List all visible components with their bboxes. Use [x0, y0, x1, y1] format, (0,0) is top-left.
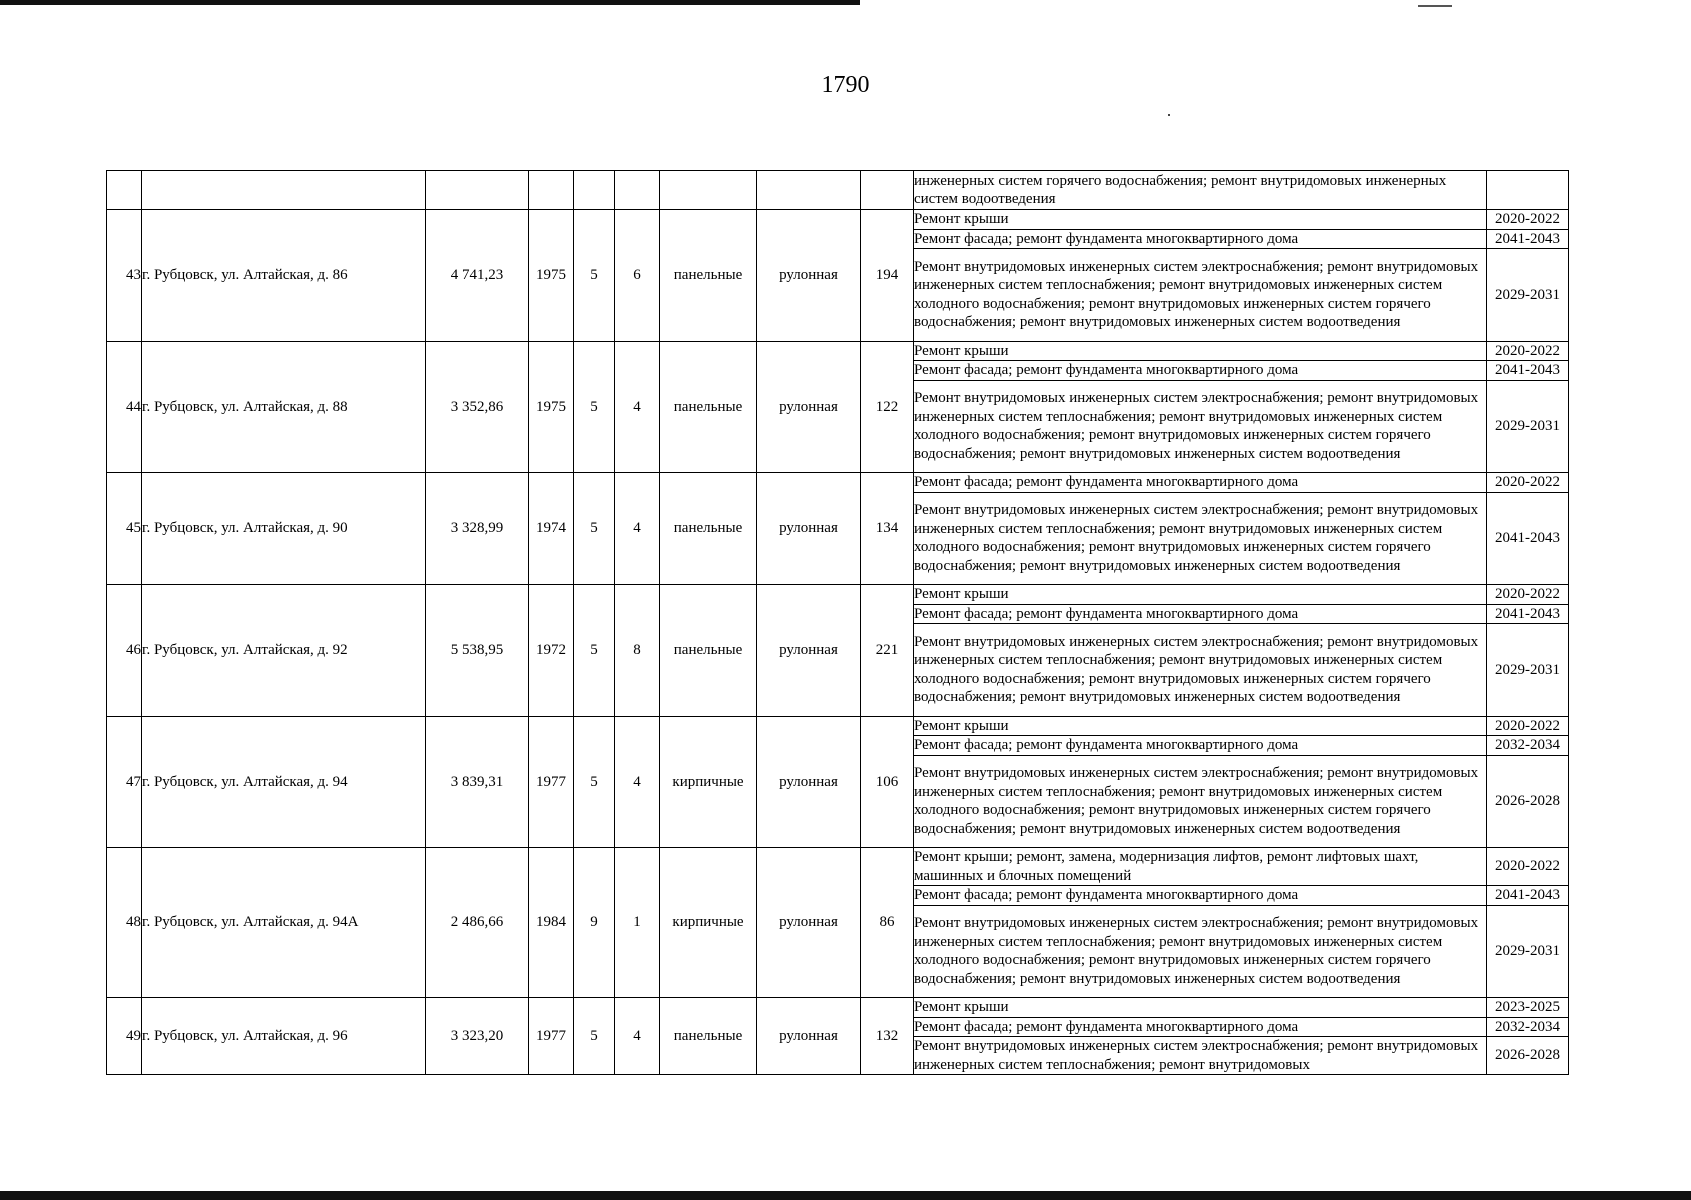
- cell-year: 1977: [529, 716, 574, 848]
- table-row: [107, 585, 1569, 605]
- cell-number: 49: [107, 998, 142, 1075]
- cell-residents: 106: [861, 716, 914, 848]
- cell-work-type: Ремонт внутридомовых инженерных систем электроснабжения; ремонт внутридомовых инженерных систем теплоснабжения; ремонт внутридомовых инженерных систем холодного водоснабжения; ремонт внутридомовых инженерных систем горячего водоснабжения; ремонт внутридомовых инженерных систем водоотведения: [914, 624, 1487, 717]
- cell-number: 45: [107, 473, 142, 585]
- cell-residents: 134: [861, 473, 914, 585]
- cell-roof: [757, 171, 861, 210]
- cell-roof: рулонная: [757, 585, 861, 717]
- cell-work-type: Ремонт внутридомовых инженерных систем электроснабжения; ремонт внутридомовых инженерных систем теплоснабжения; ремонт внутридомовых инженерных систем холодного водоснабжения; ремонт внутридомовых инженерных систем горячего водоснабжения; ремонт внутридомовых инженерных систем водоотведения: [914, 905, 1487, 998]
- cell-entrances: 4: [615, 473, 660, 585]
- cell-residents: 194: [861, 210, 914, 342]
- cell-entrances: 6: [615, 210, 660, 342]
- cell-address: [142, 171, 426, 210]
- cell-floors: 5: [574, 716, 615, 848]
- cell-work-type: Ремонт крыши: [914, 341, 1487, 361]
- cell-area: 3 328,99: [426, 473, 529, 585]
- cell-period: 2020-2022: [1487, 341, 1569, 361]
- cell-work-type: Ремонт крыши: [914, 716, 1487, 736]
- housing-registry-table: [106, 170, 1569, 1075]
- cell-walls: [660, 171, 757, 210]
- cell-work-type: Ремонт фасада; ремонт фундамента многоквартирного дома: [914, 886, 1487, 906]
- cell-roof: рулонная: [757, 473, 861, 585]
- cell-year: 1975: [529, 341, 574, 473]
- cell-year: 1972: [529, 585, 574, 717]
- table-row: [107, 998, 1569, 1018]
- table-body: [107, 171, 1569, 1075]
- cell-walls: кирпичные: [660, 716, 757, 848]
- cell-year: 1974: [529, 473, 574, 585]
- cell-area: 4 741,23: [426, 210, 529, 342]
- cell-period: 2020-2022: [1487, 210, 1569, 230]
- cell-area: 3 839,31: [426, 716, 529, 848]
- cell-work-type: Ремонт фасада; ремонт фундамента многоквартирного дома: [914, 473, 1487, 493]
- cell-work-type: Ремонт крыши; ремонт, замена, модернизация лифтов, ремонт лифтовых шахт, машинных и блочных помещений: [914, 848, 1487, 886]
- cell-period: 2041-2043: [1487, 604, 1569, 624]
- cell-roof: рулонная: [757, 341, 861, 473]
- cell-period: 2029-2031: [1487, 249, 1569, 342]
- cell-area: 3 352,86: [426, 341, 529, 473]
- cell-residents: 221: [861, 585, 914, 717]
- cell-area: 5 538,95: [426, 585, 529, 717]
- cell-period: 2029-2031: [1487, 624, 1569, 717]
- cell-roof: рулонная: [757, 998, 861, 1075]
- cell-floors: 5: [574, 998, 615, 1075]
- cell-area: [426, 171, 529, 210]
- cell-roof: рулонная: [757, 716, 861, 848]
- cell-walls: панельные: [660, 473, 757, 585]
- cell-year: 1975: [529, 210, 574, 342]
- cell-residents: 86: [861, 848, 914, 998]
- continuation-row: [107, 171, 1569, 210]
- cell-entrances: 1: [615, 848, 660, 998]
- scan-top-edge: [0, 0, 860, 5]
- scan-speck: [1168, 114, 1170, 116]
- table-row: [107, 848, 1569, 886]
- cell-address: г. Рубцовск, ул. Алтайская, д. 88: [142, 341, 426, 473]
- cell-residents: 132: [861, 998, 914, 1075]
- cell-period: 2041-2043: [1487, 229, 1569, 249]
- cell-walls: панельные: [660, 210, 757, 342]
- cell-work-type: Ремонт внутридомовых инженерных систем электроснабжения; ремонт внутридомовых инженерных систем теплоснабжения; ремонт внутридомовых: [914, 1037, 1487, 1075]
- table-row: [107, 716, 1569, 736]
- cell-address: г. Рубцовск, ул. Алтайская, д. 86: [142, 210, 426, 342]
- table-row: [107, 341, 1569, 361]
- page-number: 1790: [821, 72, 870, 98]
- cell-work-type: Ремонт крыши: [914, 585, 1487, 605]
- cell-number: 47: [107, 716, 142, 848]
- cell-period: 2029-2031: [1487, 380, 1569, 473]
- cell-floors: 5: [574, 585, 615, 717]
- cell-work-type: Ремонт фасада; ремонт фундамента многоквартирного дома: [914, 736, 1487, 756]
- cell-number: [107, 171, 142, 210]
- cell-number: 44: [107, 341, 142, 473]
- cell-period: 2041-2043: [1487, 361, 1569, 381]
- cell-number: 43: [107, 210, 142, 342]
- cell-floors: 5: [574, 210, 615, 342]
- cell-floors: 9: [574, 848, 615, 998]
- cell-period: 2023-2025: [1487, 998, 1569, 1018]
- cell-work-type: Ремонт крыши: [914, 998, 1487, 1018]
- cell-period: 2020-2022: [1487, 585, 1569, 605]
- cell-residents: [861, 171, 914, 210]
- cell-period: 2026-2028: [1487, 755, 1569, 848]
- cell-period: 2029-2031: [1487, 905, 1569, 998]
- cell-roof: рулонная: [757, 848, 861, 998]
- cell-year: 1977: [529, 998, 574, 1075]
- cell-walls: панельные: [660, 341, 757, 473]
- cell-floors: 5: [574, 473, 615, 585]
- scan-mark: [1418, 5, 1452, 7]
- cell-address: г. Рубцовск, ул. Алтайская, д. 94: [142, 716, 426, 848]
- cell-work-type: Ремонт фасада; ремонт фундамента многоквартирного дома: [914, 361, 1487, 381]
- cell-work-type: Ремонт фасада; ремонт фундамента многоквартирного дома: [914, 1017, 1487, 1037]
- cell-floors: 5: [574, 341, 615, 473]
- cell-work-type: Ремонт внутридомовых инженерных систем электроснабжения; ремонт внутридомовых инженерных систем теплоснабжения; ремонт внутридомовых инженерных систем холодного водоснабжения; ремонт внутридомовых инженерных систем горячего водоснабжения; ремонт внутридомовых инженерных систем водоотведения: [914, 755, 1487, 848]
- cell-work-type: Ремонт крыши: [914, 210, 1487, 230]
- cell-entrances: 4: [615, 341, 660, 473]
- cell-number: 48: [107, 848, 142, 998]
- table-row: [107, 210, 1569, 230]
- cell-work-continuation: инженерных систем горячего водоснабжения; ремонт внутридомовых инженерных систем водоотведения: [914, 171, 1487, 210]
- cell-address: г. Рубцовск, ул. Алтайская, д. 92: [142, 585, 426, 717]
- cell-residents: 122: [861, 341, 914, 473]
- scan-bottom-edge: [0, 1191, 1691, 1200]
- cell-work-type: Ремонт внутридомовых инженерных систем электроснабжения; ремонт внутридомовых инженерных систем теплоснабжения; ремонт внутридомовых инженерных систем холодного водоснабжения; ремонт внутридомовых инженерных систем горячего водоснабжения; ремонт внутридомовых инженерных систем водоотведения: [914, 249, 1487, 342]
- cell-walls: панельные: [660, 998, 757, 1075]
- cell-entrances: 4: [615, 998, 660, 1075]
- cell-period: 2032-2034: [1487, 1017, 1569, 1037]
- cell-period: 2020-2022: [1487, 848, 1569, 886]
- cell-year: 1984: [529, 848, 574, 998]
- cell-address: г. Рубцовск, ул. Алтайская, д. 90: [142, 473, 426, 585]
- cell-entrances: 8: [615, 585, 660, 717]
- cell-period: 2026-2028: [1487, 1037, 1569, 1075]
- cell-area: 3 323,20: [426, 998, 529, 1075]
- cell-roof: рулонная: [757, 210, 861, 342]
- cell-entrances: [615, 171, 660, 210]
- cell-period: 2020-2022: [1487, 716, 1569, 736]
- cell-period: 2041-2043: [1487, 886, 1569, 906]
- cell-floors: [574, 171, 615, 210]
- cell-period: 2020-2022: [1487, 473, 1569, 493]
- cell-year: [529, 171, 574, 210]
- cell-period-continuation: [1487, 171, 1569, 210]
- cell-work-type: Ремонт внутридомовых инженерных систем электроснабжения; ремонт внутридомовых инженерных систем теплоснабжения; ремонт внутридомовых инженерных систем холодного водоснабжения; ремонт внутридомовых инженерных систем горячего водоснабжения; ремонт внутридомовых инженерных систем водоотведения: [914, 492, 1487, 585]
- cell-period: 2041-2043: [1487, 492, 1569, 585]
- cell-period: 2032-2034: [1487, 736, 1569, 756]
- cell-work-type: Ремонт внутридомовых инженерных систем электроснабжения; ремонт внутридомовых инженерных систем теплоснабжения; ремонт внутридомовых инженерных систем холодного водоснабжения; ремонт внутридомовых инженерных систем горячего водоснабжения; ремонт внутридомовых инженерных систем водоотведения: [914, 380, 1487, 473]
- cell-walls: кирпичные: [660, 848, 757, 998]
- cell-address: г. Рубцовск, ул. Алтайская, д. 94А: [142, 848, 426, 998]
- cell-work-type: Ремонт фасада; ремонт фундамента многоквартирного дома: [914, 229, 1487, 249]
- table-row: [107, 473, 1569, 493]
- cell-area: 2 486,66: [426, 848, 529, 998]
- cell-walls: панельные: [660, 585, 757, 717]
- cell-work-type: Ремонт фасада; ремонт фундамента многоквартирного дома: [914, 604, 1487, 624]
- cell-entrances: 4: [615, 716, 660, 848]
- cell-address: г. Рубцовск, ул. Алтайская, д. 96: [142, 998, 426, 1075]
- cell-number: 46: [107, 585, 142, 717]
